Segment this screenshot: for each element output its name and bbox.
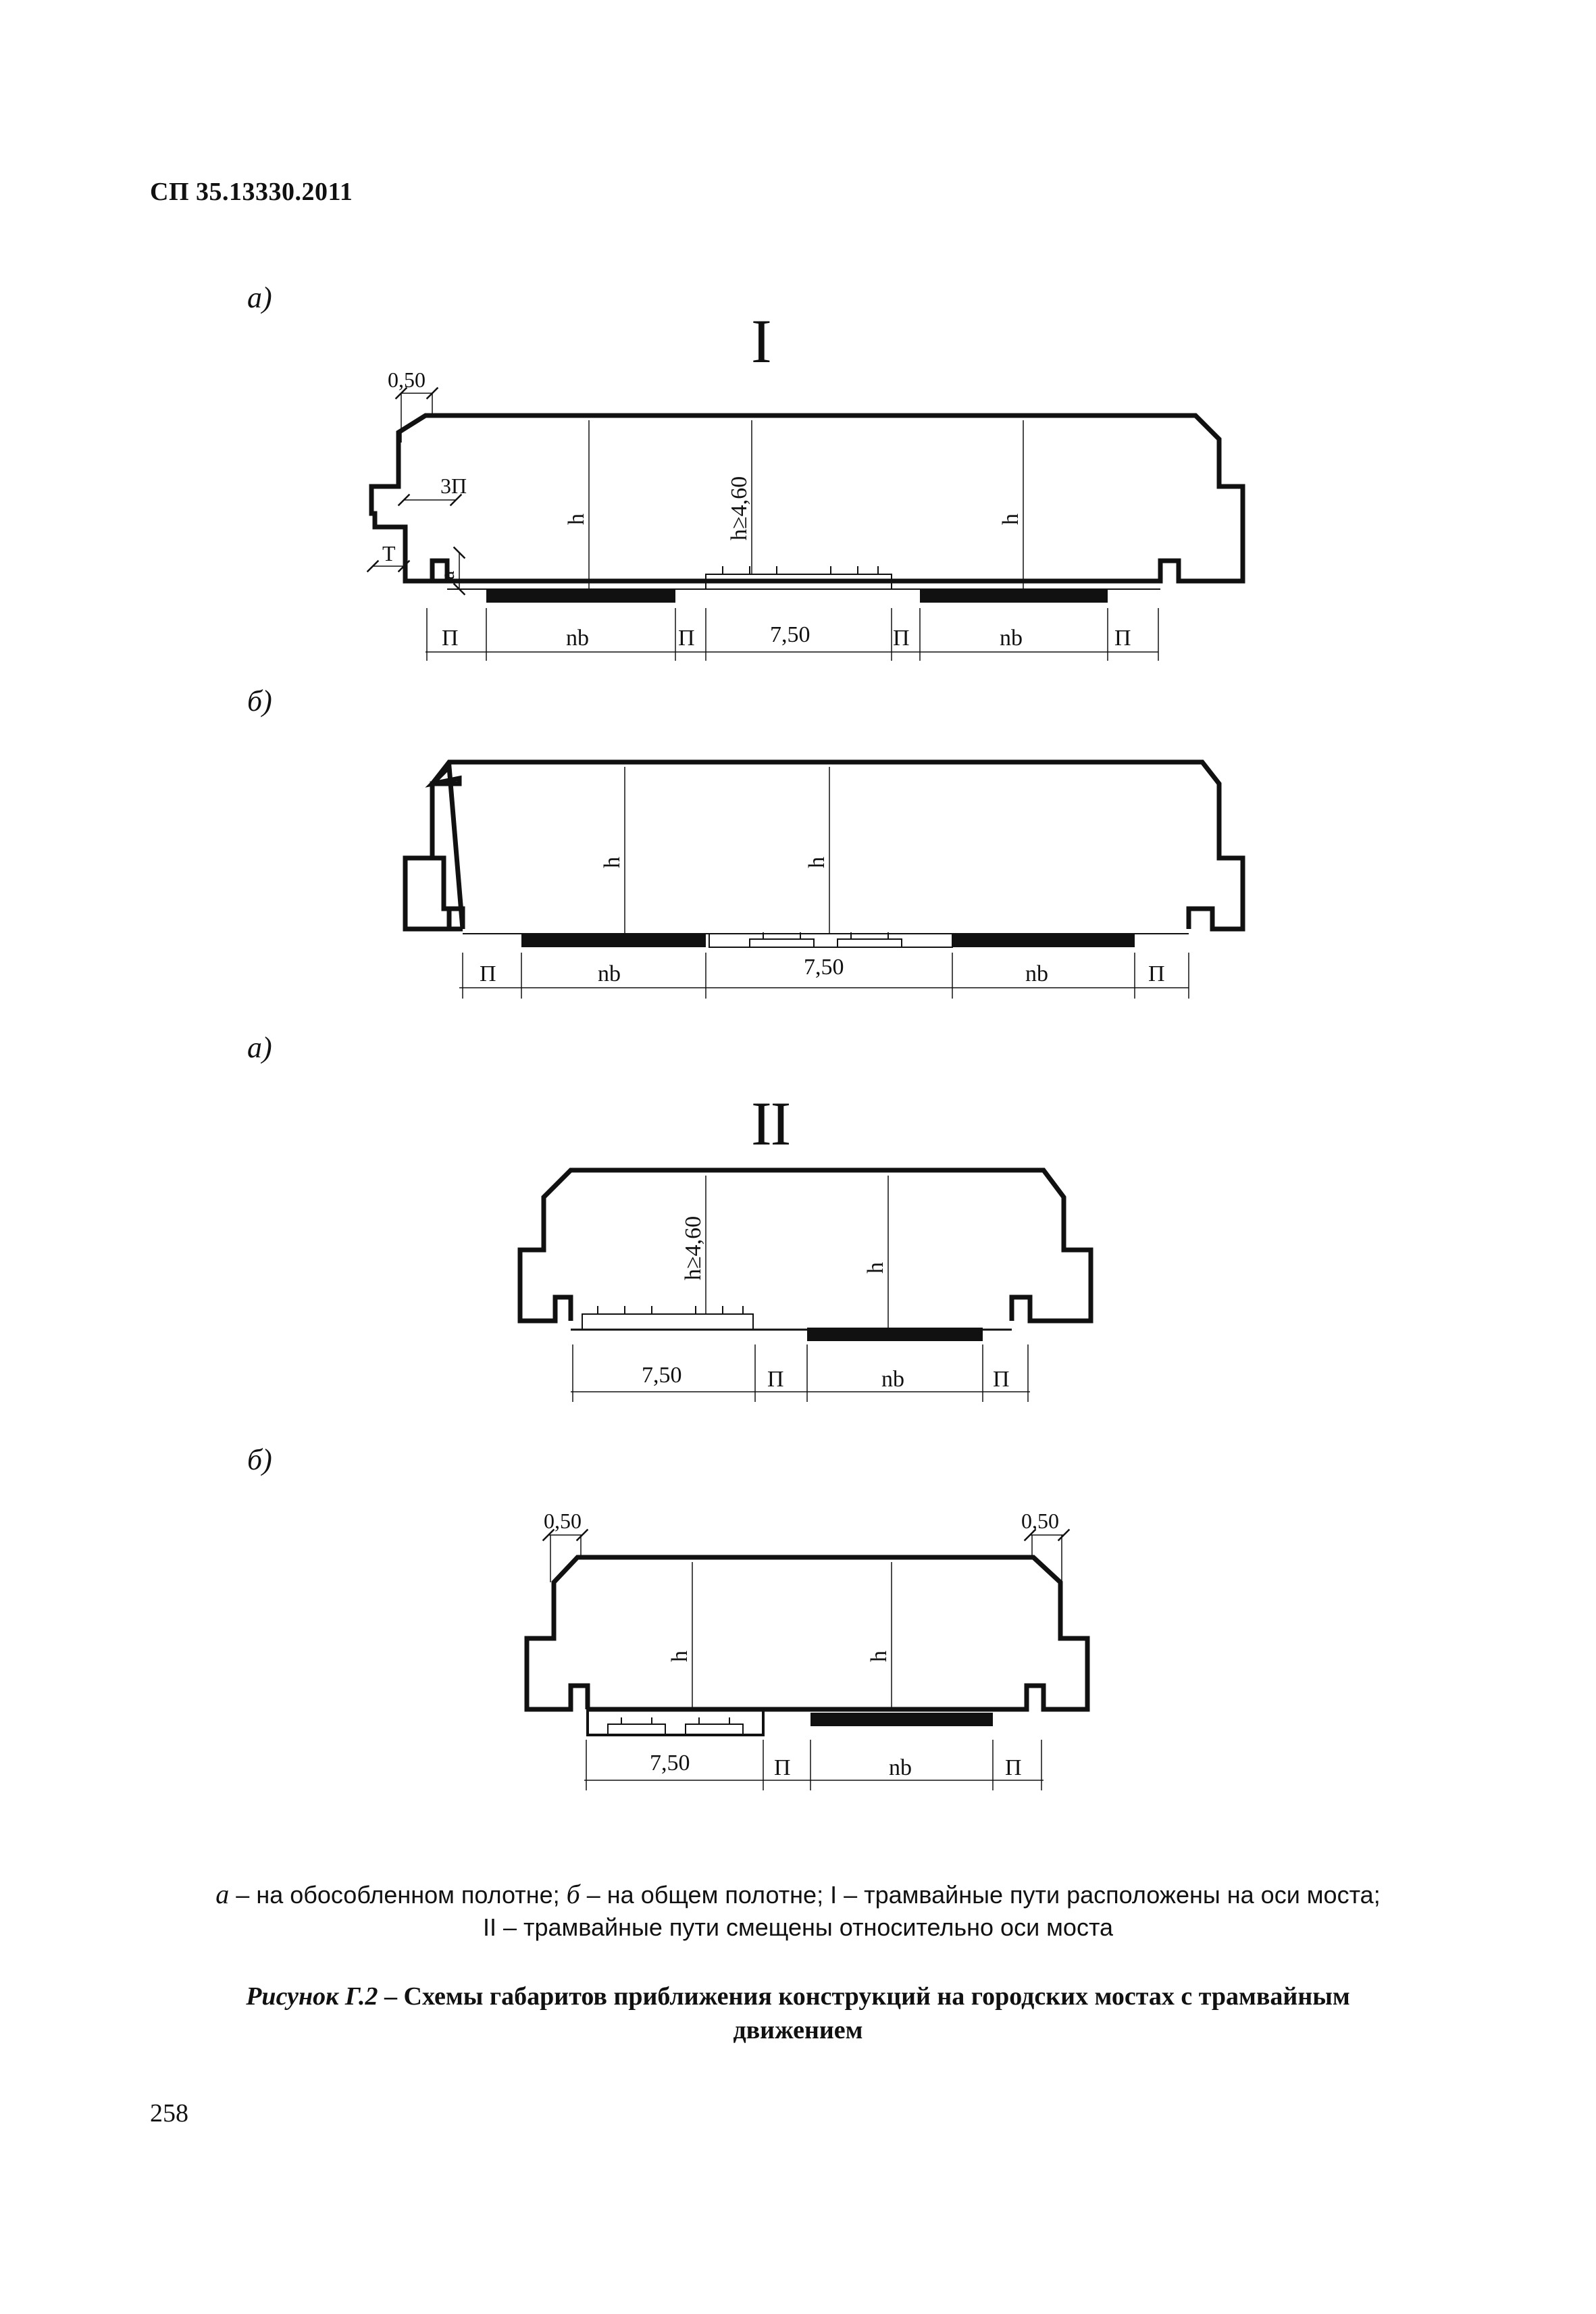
h-right-label: h [867,1651,892,1662]
dim-I-b-1: nb [598,961,621,986]
legend-b-key: б [566,1879,580,1909]
label-I-a: а) [247,281,272,314]
outline-I-a [371,416,1243,581]
dim-I-a-2: П [678,626,695,651]
legend-b-text: – на общем полотне; I – трамвайные пути расположены на оси моста; [580,1881,1381,1909]
diagram-I-a [371,368,1243,661]
dim-II-a-1: П [767,1367,784,1392]
legend-a-key: а [215,1879,230,1909]
h-left-label: h [667,1651,692,1662]
tram-rails [709,932,952,947]
label-II-b: б) [247,1443,272,1476]
side-width-label: 3П [440,474,467,498]
dim-II-b-1: П [774,1755,791,1780]
dim-I-a-1: nb [566,626,589,651]
dim-I-a-0: П [442,626,459,651]
dim-I-a-3: 7,50 [770,622,810,647]
h-center-label: h [804,857,829,868]
label-I-b: б) [247,684,272,718]
diagram-II-a [520,1170,1091,1402]
legend-a-text: – на обособленном полотне; [229,1881,567,1909]
caption-text-line2: движением [733,2016,863,2044]
tram-rail-box [588,1709,763,1735]
offset-right-label: 0,50 [1021,1509,1059,1533]
tram-rail [706,566,892,589]
offset-label: 0,50 [388,368,426,392]
outline-II-b [527,1557,1087,1709]
dim-I-b-3: nb [1025,961,1048,986]
dim-II-b-2: nb [889,1755,912,1780]
dim-II-a-3: П [993,1367,1010,1392]
outline-I-b [432,767,463,929]
dim-II-a-0: 7,50 [642,1363,682,1388]
legend-line-2: II – трамвайные пути смещены относительно оси моста [482,1913,1114,1941]
h-left-label: h [564,513,589,525]
dim-I-a-6: П [1114,626,1131,651]
caption-text-line1: – Схемы габаритов приближения конструкций на городских мостах с трамвайным [378,1982,1350,2011]
tram-rail [582,1306,753,1330]
dim-I-a-4: П [893,626,910,651]
legend-line-1 [101,1878,1495,1911]
tram-rails [608,1717,743,1735]
h-right-label: h [863,1262,888,1274]
dim-I-a-5: nb [1000,626,1023,651]
figure-legend [101,1878,1495,1944]
caption-line-1 [135,1980,1461,2013]
dim-I-b-4: П [1148,961,1165,986]
diagram-II-b [527,1509,1087,1790]
figure-caption [135,1980,1461,2047]
caption-lead: Рисунок Г.2 [246,1982,378,2011]
document-code: СП 35.13330.2011 [150,178,353,206]
dim-II-a-2: nb [881,1367,904,1392]
roman-numeral-I: I [751,307,771,376]
dim-II-b-0: 7,50 [650,1751,690,1776]
page-number: 258 [150,2099,188,2128]
dim-I-b-2: 7,50 [804,955,844,980]
diagram-I-b [405,762,1243,999]
h-right-label: h [998,513,1023,525]
h-left-label: h≥4,60 [681,1215,706,1280]
roman-numeral-II: II [751,1089,790,1158]
h-center-label: h≥4,60 [727,476,752,540]
dim-II-b-3: П [1005,1755,1022,1780]
outline-II-a [520,1170,1091,1321]
dim-I-b-0: П [480,961,496,986]
side-step-label: Т [382,541,396,565]
offset-left-label: 0,50 [544,1509,582,1533]
h-left-label: h [600,857,625,868]
label-II-a: а) [247,1031,272,1064]
side-height-label: а [436,570,459,580]
